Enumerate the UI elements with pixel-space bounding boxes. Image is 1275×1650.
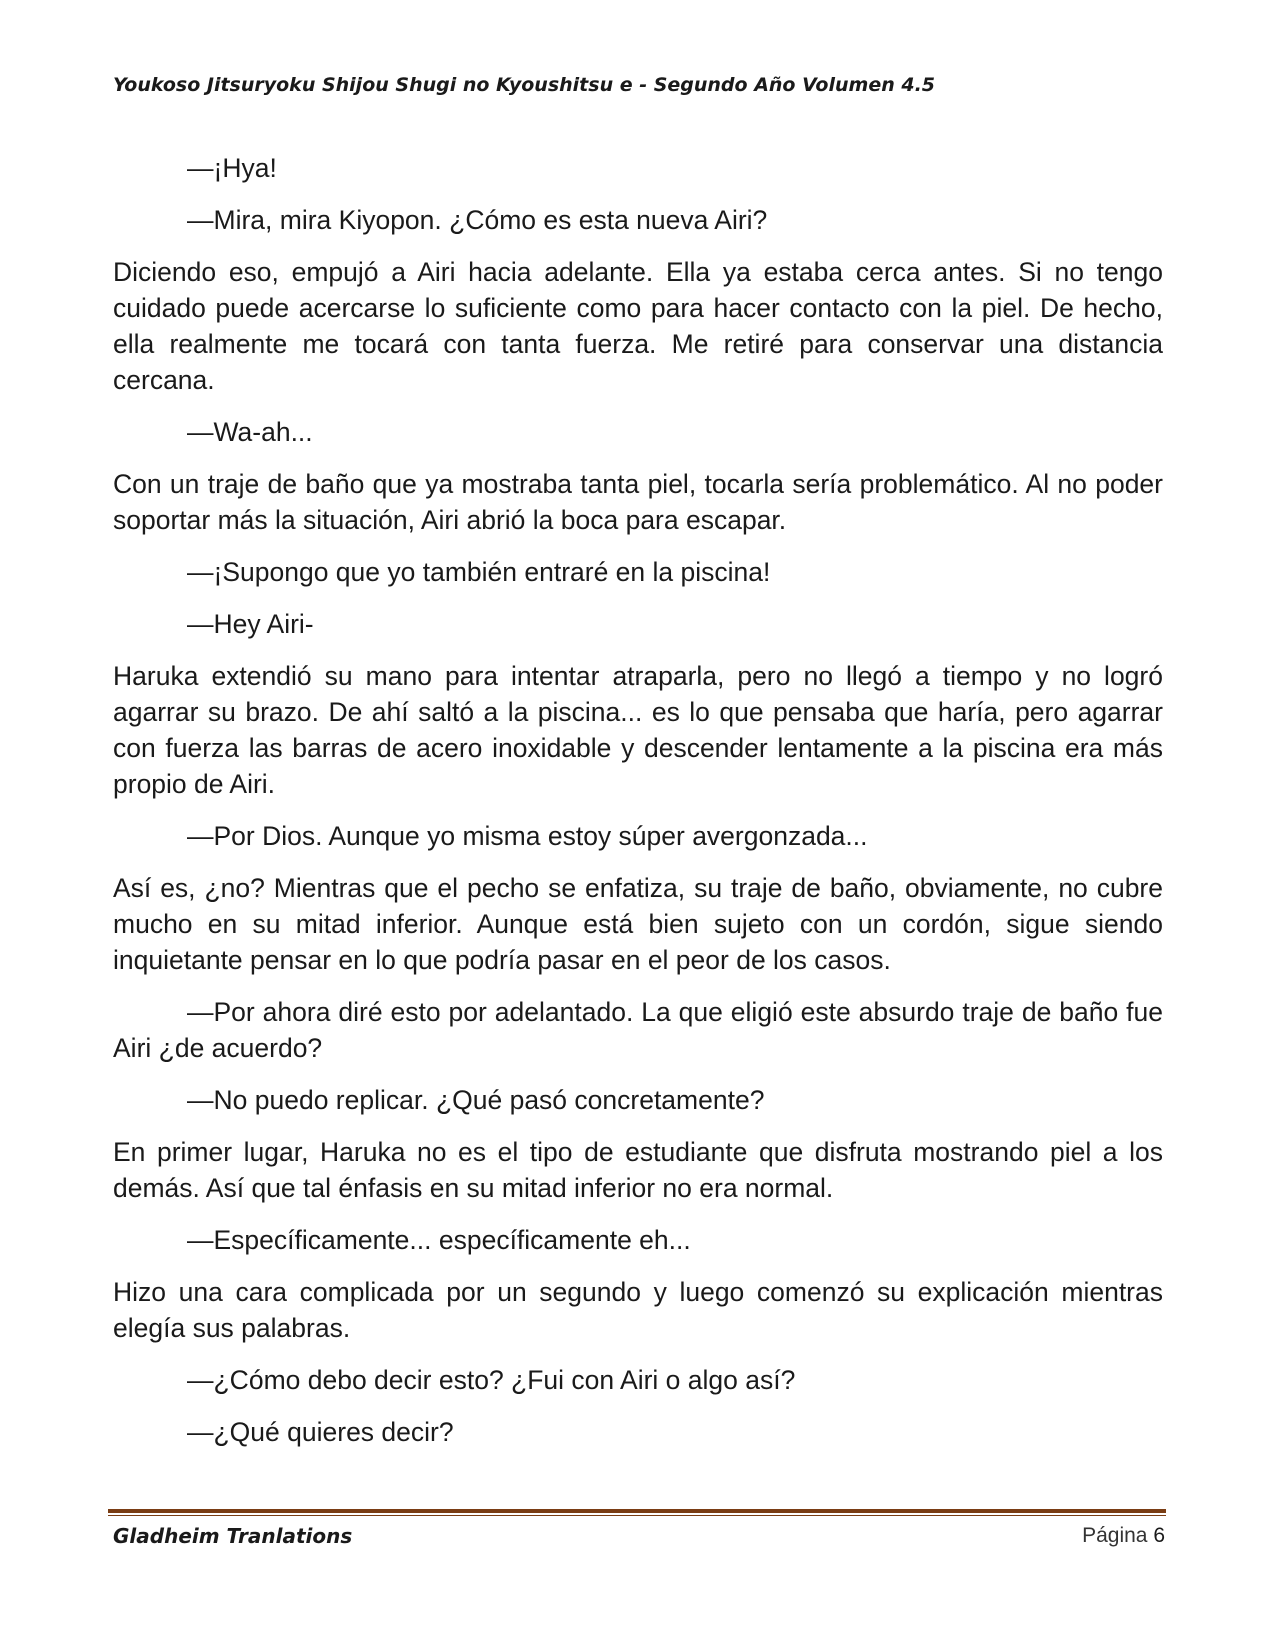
dialogue-line: —¿Qué quieres decir? — [187, 1417, 454, 1447]
narrative-paragraph: Hizo una cara complicada por un segundo y luego comenzó su explicación mientras elegía sus palabras. — [113, 1277, 1163, 1343]
narrative-paragraph: Así es, ¿no? Mientras que el pecho se enfatiza, su traje de baño, obviamente, no cubre mucho en su mitad inferior. Aunque está bien sujeto con un cordón, sigue siendo inquietante pensar en lo que podría pasar en el peor de los casos. — [113, 873, 1163, 975]
footer-divider-thick — [108, 1509, 1166, 1513]
footer-divider-thin — [108, 1515, 1166, 1516]
dialogue-line: —Wa-ah... — [187, 417, 313, 447]
footer-divider — [108, 1509, 1166, 1516]
dialogue-line: —Específicamente... específicamente eh... — [187, 1225, 691, 1255]
page-body — [113, 150, 1163, 1466]
dialogue-line: —¿Cómo debo decir esto? ¿Fui con Airi o algo así? — [187, 1365, 796, 1395]
narrative-paragraph: Con un traje de baño que ya mostraba tanta piel, tocarla sería problemático. Al no poder soportar más la situación, Airi abrió la boca para escapar. — [113, 469, 1163, 535]
dialogue-line: —¡Supongo que yo también entraré en la piscina! — [187, 557, 771, 587]
page-header-title: Youkoso Jitsuryoku Shijou Shugi no Kyoushitsu e - Segundo Año Volumen 4.5 — [113, 74, 936, 96]
dialogue-line: —Mira, mira Kiyopon. ¿Cómo es esta nueva Airi? — [187, 205, 768, 235]
narrative-paragraph: Diciendo eso, empujó a Airi hacia adelante. Ella ya estaba cerca antes. Si no tengo cuidado puede acercarse lo suficiente como para hacer contacto con la piel. De hecho, ella realmente me tocará con tanta fuerza. Me retiré para conservar una distancia cercana. — [113, 257, 1163, 395]
dialogue-line: —Hey Airi- — [187, 609, 314, 639]
dialogue-line: —¡Hya! — [187, 153, 277, 183]
dialogue-line: —Por ahora diré esto por adelantado. La que eligió este absurdo traje de baño fue Airi ¿de acuerdo? — [113, 997, 1163, 1063]
dialogue-line: —No puedo replicar. ¿Qué pasó concretamente? — [187, 1085, 765, 1115]
footer-page-number — [1082, 1524, 1165, 1548]
footer-publisher: Gladheim Tranlations — [113, 1524, 353, 1548]
narrative-paragraph: En primer lugar, Haruka no es el tipo de estudiante que disfruta mostrando piel a los demás. Así que tal énfasis en su mitad inferior no era normal. — [113, 1137, 1163, 1203]
narrative-paragraph: Haruka extendió su mano para intentar atraparla, pero no llegó a tiempo y no logró agarrar su brazo. De ahí saltó a la piscina... es lo que pensaba que haría, pero agarrar con fuerza las barras de acero inoxidable y descender lentamente a la piscina era más propio de Airi. — [113, 661, 1163, 799]
page-label: Página — [1082, 1524, 1148, 1547]
dialogue-line: —Por Dios. Aunque yo misma estoy súper avergonzada... — [187, 821, 868, 851]
page-number-value: 6 — [1153, 1524, 1165, 1547]
